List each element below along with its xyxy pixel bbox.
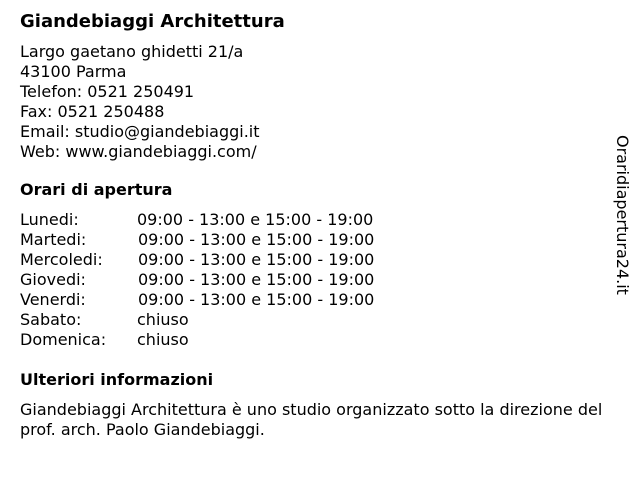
phone-number: Telefon: 0521 250491: [20, 82, 195, 101]
hours-row-thursday: [20, 270, 620, 290]
address-block: [20, 42, 620, 162]
day-label: Domenica:: [20, 330, 107, 349]
day-hours: 09:00 - 13:00 e 15:00 - 19:00: [137, 210, 374, 229]
opening-hours-table: [20, 210, 620, 350]
day-hours: 09:00 - 13:00 e 15:00 - 19:00: [138, 290, 375, 309]
opening-hours-heading: Orari di apertura: [20, 180, 173, 199]
hours-row-tuesday: [20, 230, 620, 250]
hours-row-monday: [20, 210, 620, 230]
business-name: Giandebiaggi Architettura: [20, 11, 285, 32]
more-info-text: Giandebiaggi Architettura è uno studio organizzato sotto la direzione del prof. arch. Paolo Giandebiaggi.: [20, 400, 603, 439]
day-hours: 09:00 - 13:00 e 15:00 - 19:00: [138, 270, 375, 289]
day-label: Martedi:: [20, 230, 87, 249]
day-label: Sabato:: [20, 310, 82, 329]
day-hours: chiuso: [137, 310, 189, 329]
hours-row-sunday: [20, 330, 620, 350]
website-address: Web: www.giandebiaggi.com/: [20, 142, 257, 161]
street-address: Largo gaetano ghidetti 21/a: [20, 42, 244, 61]
hours-row-wednesday: [20, 250, 620, 270]
hours-row-friday: [20, 290, 620, 310]
email-address: Email: studio@giandebiaggi.it: [20, 122, 260, 141]
business-card: [20, 10, 620, 440]
postal-city: 43100 Parma: [20, 62, 127, 81]
day-label: Venerdi:: [20, 290, 86, 309]
hours-row-saturday: [20, 310, 620, 330]
day-hours: chiuso: [137, 330, 189, 349]
day-label: Giovedi:: [20, 270, 86, 289]
fax-number: Fax: 0521 250488: [20, 102, 165, 121]
day-label: Mercoledi:: [20, 250, 103, 269]
site-watermark: Oraridiapertura24.it: [613, 135, 632, 295]
day-hours: 09:00 - 13:00 e 15:00 - 19:00: [138, 250, 375, 269]
day-hours: 09:00 - 13:00 e 15:00 - 19:00: [138, 230, 375, 249]
day-label: Lunedi:: [20, 210, 79, 229]
more-info-heading: Ulteriori informazioni: [20, 370, 214, 389]
